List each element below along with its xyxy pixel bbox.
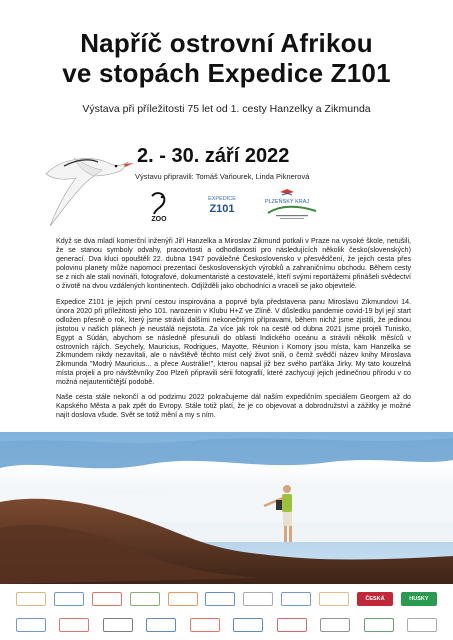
- zoo-logo-text: ZOO: [151, 216, 167, 223]
- partner-logo: [262, 199, 322, 221]
- sponsor-logo: [364, 618, 394, 632]
- sponsor-logo: ČESKÁ: [357, 592, 393, 606]
- sponsor-logo: [146, 618, 176, 632]
- poster-subtitle: Výstava při příležitosti 75 let od 1. cesty Hanzelky a Zikmunda: [82, 103, 371, 115]
- explorer-photo: [0, 432, 453, 584]
- sponsor-logo: [233, 618, 263, 632]
- sponsor-logo: [190, 618, 220, 632]
- sponsor-logo: [130, 592, 160, 606]
- body-paragraph-2: Expedice Z101 je jejich první cestou inspirována a poprvé byla představena panu Miroslavu Zikmundovi 14. února 2020 při příležitosti jeho 101. narozenin v Klubu H+Z ve Zlíně. V důsledku pandemie covid-19 byl její start odložen přesně o rok, který jsme strávili dalšími nekonečnými přípravami, během nichž jsme zjistili, že jedinou jistotou v našich plánech je neustálá nejistota. Za více jak rok na cestě od dubna 2021 jsme projeli Tunisko, Egypt a Súdán, abychom se následně přesunuli do oblasti Indického oceánu a strávili několik měsíců v ostrovních rájích. Seychely, Mauricius, Rodrigues, Mayotte, Réunion i Komory jsou místa, kam Hanzelka se Zikmundem nikdy nezavítali, ale o návštěvě těchto míst celý život snili, o čemž svědčí název knihy Miroslava Zikmunda "Modrý Mauricius... a přece Austrálie!", kterou napsal již bez svého parťáka Jirky. My tato kouzelná místa projeli a pro návštěvníky Zoo Plzeň připravili sérii fotografií, které zachycují jejich jedinečnou přírodu v co možná nejautentičtější podobě.: [56, 298, 411, 387]
- sponsor-logo: [54, 592, 84, 606]
- poster-title: [0, 28, 453, 88]
- sponsor-logo: [205, 592, 235, 606]
- sponsor-logo: HUSKY: [401, 592, 437, 606]
- expedice-logo-top: EXPEDICE: [208, 196, 236, 202]
- sponsor-logo: [319, 592, 349, 606]
- body-paragraph-3: Naše cesta stále nekončí a od podzimu 2022 pokračujeme dál naším expedičním speciálem Georgem až do Kapského Města a pak zpět do Evropy. Stále totiž platí, že je co objevovat a dobrodružství a zážitky je možné najít doslova všude. Svět se totiž mění a my s ním.: [56, 393, 411, 419]
- sponsor-logo: [16, 618, 46, 632]
- sponsor-logo: [103, 618, 133, 632]
- expedice-logo-main: Z101: [209, 203, 235, 215]
- plzensky-kraj-logo-text: PLZEŇSKÝ KRAJ: [264, 199, 310, 205]
- tropicbird-illustration: [36, 136, 136, 228]
- sponsor-logo: [277, 618, 307, 632]
- title-line-1: Napříč ostrovní Afrikou: [80, 28, 373, 58]
- sponsor-logo: [243, 592, 273, 606]
- sponsor-logo: [59, 618, 89, 632]
- exhibition-dates: 2. - 30. září 2022: [137, 145, 290, 167]
- sponsor-logos: [16, 592, 437, 632]
- sponsor-logo: [407, 618, 437, 632]
- body-paragraph-1: Když se dva mladí komerční inženýři Jiří Hanzelka a Miroslav Zikmund potkali v Praze na vysoké škole, netušili, že se stanou symboly odvahy, pracovitosti a odhodlanosti pro následujících několik česko(slovenských) generací. Dva kluci opouštěli 22. dubna 1947 poválečné Československo v přesvědčení, že jejich cesta přes polovinu planety může napomoci prezentaci československých výrobků a zahraničnímu obchodu. Během cesty se z nich ale stali novináři, fotografové, dokumentaristé a cestovatelé, kteří svými reportážemi přinášeli svědectví o životě na dvou vzdálených kontinentech. Odjížděli jako obchodníci a vraceli se jako objevitelé.: [56, 237, 411, 290]
- sponsor-logo: [92, 592, 122, 606]
- expedice-z101-logo: [194, 188, 250, 226]
- sponsor-logo: [320, 618, 350, 632]
- zoo-plzen-logo: [140, 188, 178, 226]
- curators-line: Výstavu připravili: Tomáš Vaňourek, Linda Piknerová: [135, 172, 310, 181]
- sponsor-logo: [281, 592, 311, 606]
- title-line-2: ve stopách Expedice Z101: [62, 58, 391, 88]
- sponsor-logo: [168, 592, 198, 606]
- sponsor-logo: [16, 592, 46, 606]
